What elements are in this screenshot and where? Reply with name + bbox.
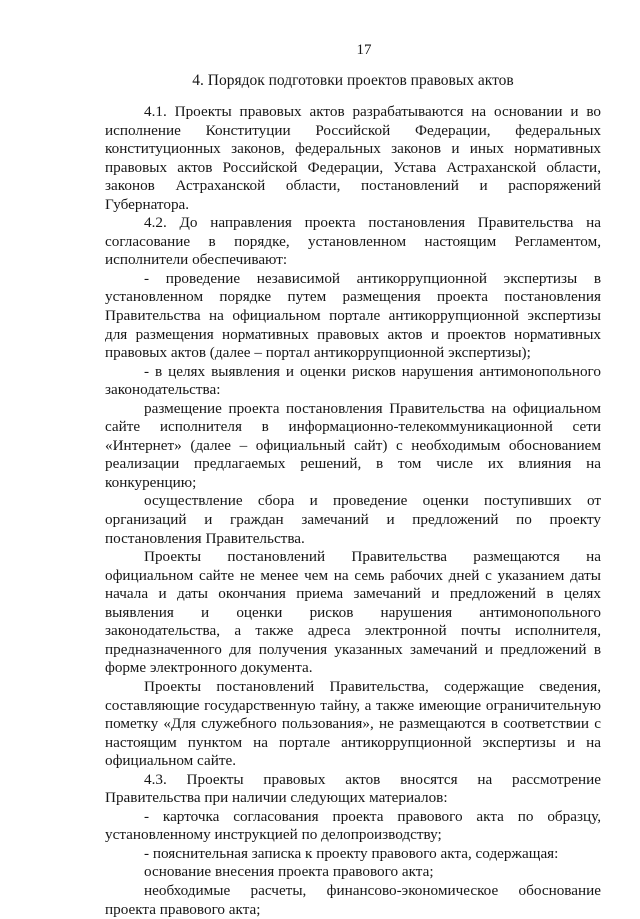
paragraph-calculations: необходимые расчеты, финансово-экономическое обоснование проекта правового акта; bbox=[105, 881, 601, 918]
paragraph-4-3: 4.3. Проекты правовых актов вносятся на рассмотрение Правительства при наличии следующих материалов: bbox=[105, 770, 601, 807]
list-item-anticorruption-expertise: - проведение независимой антикоррупционной экспертизы в установленном порядке путем размещения проекта постановления Правительства на официальном портале антикоррупционной экспертизы для размещения нормативных правовых актов и проектов нормативных правовых актов (далее – портал антикоррупционной экспертизы); bbox=[105, 269, 601, 362]
page-number: 17 bbox=[356, 42, 372, 58]
list-item-explanatory-note: - пояснительная записка к проекту правового акта, содержащая: bbox=[144, 844, 559, 862]
paragraph-posting-on-site: размещение проекта постановления Правительства на официальном сайте исполнителя в информационно-телекоммуникационной сети «Интернет» (далее – официальный сайт) с необходимым обоснованием реализации предлагаемых решений, в том числе их влияния на конкуренцию; bbox=[105, 399, 601, 491]
paragraph-collecting-remarks: осуществление сбора и проведение оценки поступивших от организаций и граждан замечаний и предложений по проекту постановления Правительства. bbox=[105, 492, 601, 547]
paragraph-4-1: 4.1. Проекты правовых актов разрабатываются на основании и во исполнение Конституции Российской Федерации, федеральных конституционных законов, федеральных законов и иных нормативных правовых актов Российской Федерации, Устава Астраханской области, законов Астраханской области, постановлений и распоряжений Губернатора. bbox=[105, 103, 601, 213]
list-item-approval-card: - карточка согласования проекта правового акта по образцу, установленному инструкцией по делопроизводству; bbox=[105, 807, 601, 844]
list-item-antimonopoly-risks: - в целях выявления и оценки рисков нарушения антимонопольного законодательства: bbox=[105, 362, 601, 399]
paragraph-secret-projects: Проекты постановлений Правительства, содержащие сведения, составляющие государственную тайну, а также имеющие ограничительную пометку «Для служебного пользования», не размещаются в соответствии с настоящим пунктом на портале антикоррупционной экспертизы и на официальном сайте. bbox=[105, 677, 601, 770]
paragraph-4-2: 4.2. До направления проекта постановления Правительства на согласование в порядке, установленном настоящим Регламентом, исполнители обеспечивают: bbox=[105, 214, 601, 269]
document-body bbox=[105, 103, 601, 919]
section-title: 4. Порядок подготовки проектов правовых актов bbox=[192, 72, 514, 89]
paragraph-grounds: основание внесения проекта правового акта; bbox=[144, 863, 434, 881]
paragraph-posting-period: Проекты постановлений Правительства размещаются на официальном сайте не менее чем на семь рабочих дней с указанием даты начала и даты окончания приема замечаний и предложений в целях выявления и оценки рисков нарушения антимонопольного законодательства, а также адреса электронной почты исполнителя, предназначенного для получения указанных замечаний и предложений в форме электронного документа. bbox=[105, 548, 601, 677]
